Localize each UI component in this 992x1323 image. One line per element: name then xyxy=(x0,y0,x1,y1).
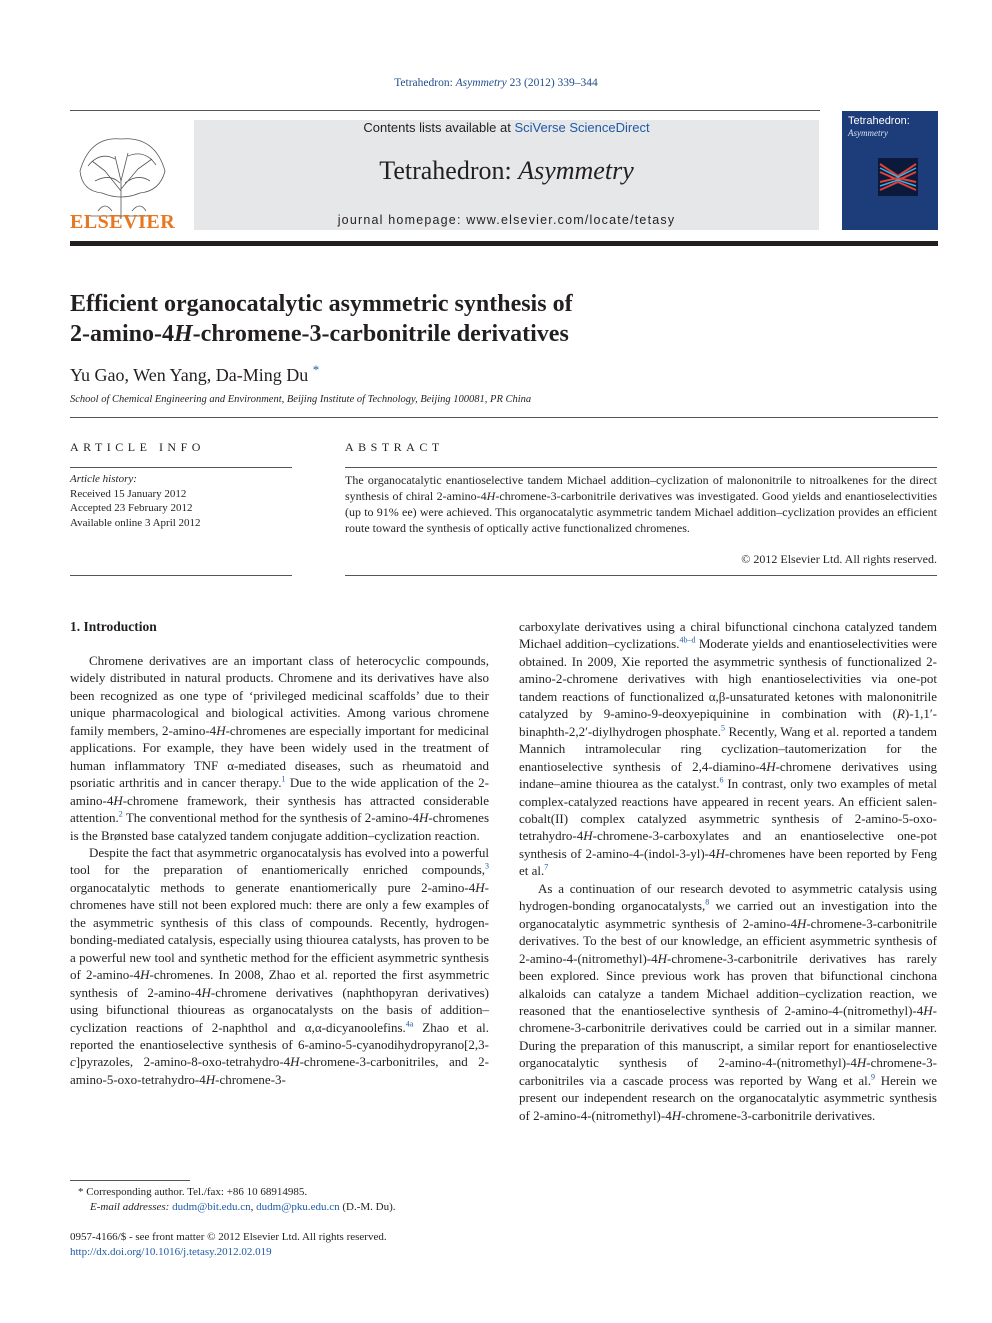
corresponding-author-footnote: * Corresponding author. Tel./fax: +86 10 68914985. E-mail addresses: dudm@bit.edu.cn, dudm@pku.edu.cn (D.-M. Du). xyxy=(78,1186,396,1213)
abstract-rule xyxy=(345,467,937,468)
reference-4a[interactable]: 4a xyxy=(405,1019,414,1029)
elsevier-wordmark: ELSEVIER xyxy=(70,211,176,233)
reference-9[interactable]: 9 xyxy=(870,1072,875,1082)
article-info-rule xyxy=(70,467,292,468)
reference-7[interactable]: 7 xyxy=(544,863,549,873)
abstract-copyright: © 2012 Elsevier Ltd. All rights reserved. xyxy=(741,552,937,566)
paragraph: carboxylate derivatives using a chiral bifunctional cinchona catalyzed tandem Michael addition–cyclizations.$^{4b-d}$ Moderate yields and enantioselectivities were obtained. In 2009, Xie reported the asymmetric synthesis of functionalized 2-amino-2-chromene derivatives with high enantioselectivities via one-pot tandem reactions of functionalized α,β-unsaturated ketones with malononitrile catalyzed by 9-amino-9-deoxyepiquinine in combination with (R)-1,1′-binaphth-2,2′-diylhydrogen phosphate.$^5$ Recently, Wang et al. reported a tandem Mannich intramolecular ring cyclization–tautomerization for the enantioselective synthesis of 2,4-diamino-4H-chromene derivatives using indane–amine thiourea as the catalyst.$^6$ In contrast, only two examples of metal complex-catalyzed reactions have appeared in recent years. An efficient salen-cobalt(II) complex catalyzed asymmetric synthesis of 2-amino-5-oxo-tetrahydro-4H-chromene-3-carboxylates and an enantioselective one-pot synthesis of 2-amino-4-(indol-3-yl)-4H-chromenes have been reported by Feng et al.$^7$ xyxy=(519,619,937,879)
meta-rule xyxy=(70,417,938,418)
header-rule xyxy=(70,110,820,111)
reference-2[interactable]: 2 xyxy=(118,809,123,819)
reference-4b-d[interactable]: 4b–d xyxy=(679,636,696,646)
body-column-left xyxy=(70,652,489,1088)
issn-line: 0957-4166/$ - see front matter © 2012 Elsevier Ltd. All rights reserved. xyxy=(70,1231,387,1243)
contents-line: Contents lists available at SciVerse ScienceDirect xyxy=(363,120,650,135)
paragraph: As a continuation of our research devoted to asymmetric catalysis using hydrogen-bonding organocatalysts,$^8$ we carried out an investigation into the organocatalytic asymmetric synthesis of 2-amino-4H-chromene-3-carbonitrile derivatives. To the best of our knowledge, an efficient asymmetric synthesis of 2-amino-4-(nitromethyl)-4H-chromene-3-carbonitrile derivatives has rarely been explored. Since previous work has proven that bifunctional cinchona alkaloids can catalyze a tandem Michael addition–cyclization reaction, we reasoned that the enantioselective synthesis of 2-amino-4-(nitromethyl)-4H-chromene-3-carbonitrile derivatives could be carried out in a similar manner. During the preparation of this manuscript, a similar report for enantioselective organocatalytic synthesis of 2-amino-4-(nitromethyl)-4H-chromene-3-carbonitriles via a cascade process was reported by Wang et al.$^9$ Herein we present our independent research on the organocatalytic asymmetric synthesis of 2-amino-4-(nitromethyl)-4H-chromene-3-carbonitrile derivatives. xyxy=(519,880,938,1123)
abstract-text: The organocatalytic enantioselective tandem Michael addition–cyclization of malononitrile to nitroalkenes for the direct synthesis of chiral 2-amino-4H-chromene-3-carbonitrile derivatives was investigated. Good yields and enantioselectivities (up to 91% ee) were achieved. This organocatalytic asymmetric tandem Michael addition–cyclization provides an efficient route toward the synthesis of optically active functionalized chromenes. xyxy=(345,473,937,535)
abstract-heading: ABSTRACT xyxy=(345,440,444,454)
journal-homepage-link[interactable]: journal homepage: www.elsevier.com/locate/tetasy xyxy=(337,213,676,227)
cover-subtitle: Asymmetry xyxy=(848,128,888,138)
paragraph: Despite the fact that asymmetric organocatalysis has evolved into a powerful tool for the preparation of enantiomerically enriched compounds,$^3$ organocatalytic methods to generate enantiomerically pure 2-amino-4H-chromenes have still not been explored much: there are only a few examples of the asymmetric synthesis of this class of compounds. Recently, hydrogen-bonding-mediated catalysis, especially using thiourea catalysts, has proven to be a powerful new tool and synthetic method for the efficient asymmetric synthesis of 2-amino-4H-chromenes. In 2008, Zhao et al. reported the first asymmetric synthesis of 2-amino-4H-chromene derivatives (naphthopyran derivatives) using bifunctional thioureas as organocatalysts on the basis of addition–cyclization reactions of 2-naphthol and α,α-dicyanoolefins.$^{4a}$ Zhao et al. reported the enantioselective synthesis of 6-amino-5-cyanodihydropyrano[2,3-c]pyrazoles, 2-amino-8-oxo-tetrahydro-4H-chromene-3-carbonitriles, and 2-amino-5-oxo-tetrahydro-4H-chromene-3- xyxy=(70,844,489,1087)
footnote-rule xyxy=(70,1180,190,1181)
page-bottom-info xyxy=(70,1230,387,1259)
doi-link[interactable]: http://dx.doi.org/10.1016/j.tetasy.2012.02.019 xyxy=(70,1245,272,1258)
journal-title: Tetrahedron: Asymmetry xyxy=(379,156,634,185)
journal-citation[interactable]: Tetrahedron: Asymmetry 23 (2012) 339–344 xyxy=(394,77,598,89)
article-title: Efficient organocatalytic asymmetric synthesis of 2-amino-4H-chromene-3-carbonitrile derivatives xyxy=(70,291,573,347)
email-link-pku[interactable]: dudm@pku.edu.cn xyxy=(256,1201,340,1213)
reference-6[interactable]: 6 xyxy=(719,775,724,785)
body-column-right xyxy=(519,618,937,1124)
sciencedirect-link[interactable]: SciVerse ScienceDirect xyxy=(514,120,650,135)
author-list: Yu Gao, Wen Yang, Da-Ming Du * xyxy=(70,362,320,385)
corresponding-author-mark[interactable]: * xyxy=(312,362,320,377)
affiliation: School of Chemical Engineering and Environment, Beijing Institute of Technology, Beijing 100081, PR China xyxy=(70,394,532,405)
header-thick-rule xyxy=(70,241,938,246)
abstract-bottom-rule xyxy=(345,575,937,576)
cover-artwork-icon xyxy=(878,158,918,196)
reference-3[interactable]: 3 xyxy=(485,862,489,872)
reference-5[interactable]: 5 xyxy=(721,723,725,733)
article-history: Article history: Received 15 January 2012 Accepted 23 February 2012 Available online 3 April 2012 xyxy=(70,473,201,529)
paragraph: Chromene derivatives are an important class of heterocyclic compounds, widely distributed in natural products. Chromene and its derivatives have also been recognized as one type of ‘privileged medicinal scaffolds’ due to their unique pharmacological and biological activities. Among various chromene family members, 2-amino-4H-chromenes are especially important for medicinal applications. For example, they have been widely used in the treatment of human inflammatory TNF α-mediated diseases, such as rheumatoid and psoriatic arthritis and in cancer therapy.$^1$ Due to the wide application of the 2-amino-4H-chromene framework, their synthesis has attracted considerable attention.$^2$ The conventional method for the synthesis of 2-amino-4H-chromenes is the Brønsted base catalyzed tandem conjugate addition–cyclization reaction. xyxy=(70,653,489,843)
reference-1[interactable]: 1 xyxy=(281,774,286,784)
email-link-bit[interactable]: dudm@bit.edu.cn xyxy=(172,1201,251,1213)
cover-title: Tetrahedron: xyxy=(848,115,910,127)
section-heading-introduction: 1. Introduction xyxy=(70,619,157,634)
reference-8[interactable]: 8 xyxy=(705,897,710,907)
article-info-heading: ARTICLE INFO xyxy=(70,440,205,454)
article-info-bottom-rule xyxy=(70,575,292,576)
